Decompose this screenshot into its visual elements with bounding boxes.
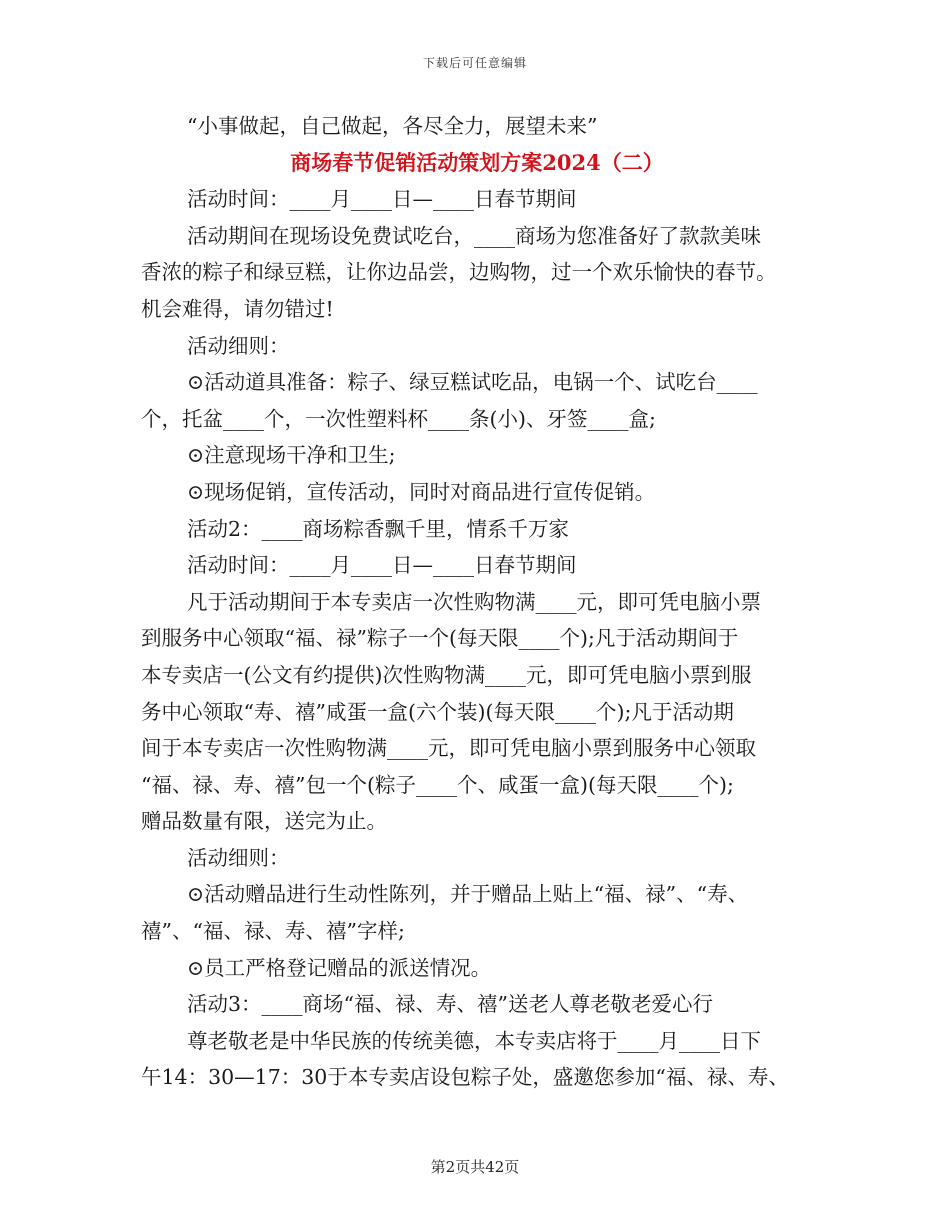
section-heading: 活动细则： [187, 845, 290, 870]
list-item: ⊙活动赠品进行生动性陈列，并于赠品上贴上“福、禄”、“寿、 [187, 882, 749, 907]
paragraph-line: 机会难得，请勿错过! [141, 296, 334, 321]
list-item: ⊙员工严格登记赠品的派送情况。 [187, 955, 492, 980]
page-footer: 第2页共42页 [430, 1158, 520, 1176]
list-item: ⊙注意现场干净和卫生; [187, 443, 396, 468]
paragraph-line: 赠品数量有限，送完为止。 [141, 809, 387, 834]
paragraph-line: 到服务中心领取“福、禄”粽子一个(每天限____个);凡于活动期间于 [141, 626, 739, 651]
paragraph-line: 凡于活动期间于本专卖店一次性购物满____元，即可凭电脑小票 [187, 589, 761, 614]
paragraph-line: 香浓的粽子和绿豆糕，让你边品尝，边购物，过一个欢乐愉快的春节。 [141, 260, 777, 285]
paragraph-line: 本专卖店一(公文有约提供)次性购物满____元，即可凭电脑小票到服 [141, 662, 752, 687]
paragraph-line: 务中心领取“寿、禧”咸蛋一盒(六个装)(每天限____个);凡于活动期 [141, 699, 734, 724]
section-heading: 活动3：____商场“福、禄、寿、禧”送老人尊老敬老爱心行 [187, 992, 714, 1017]
paragraph-line: “福、禄、寿、禧”包一个(粽子____个、咸蛋一盒)(每天限____个); [141, 772, 734, 797]
document-title: 商场春节促销活动策划方案2024（二） [290, 149, 664, 175]
section-heading: 活动2：____商场粽香飘千里，情系千万家 [187, 516, 570, 541]
list-item: ⊙活动道具准备：粽子、绿豆糕试吃品，电锅一个、试吃台____ [187, 370, 758, 395]
list-item: ⊙现场促销，宣传活动，同时对商品进行宣传促销。 [187, 479, 656, 504]
page-header: 下载后可任意编辑 [422, 56, 527, 70]
section-heading: 活动细则： [187, 333, 290, 358]
paragraph-line: 禧”、“福、禄、寿、禧”字样; [141, 919, 405, 944]
slogan-quote: “小事做起，自己做起，各尽全力，展望未来” [187, 114, 598, 138]
document-body [141, 108, 813, 1096]
paragraph-line: 间于本专卖店一次性购物满____元，即可凭电脑小票到服务中心领取 [141, 736, 756, 761]
paragraph-line: 午14：30—17：30于本专卖店设包粽子处，盛邀您参加“福、禄、寿、 [141, 1065, 789, 1090]
paragraph-line: 活动时间：____月____日—____日春节期间 [187, 553, 577, 578]
paragraph-line: 活动时间：____月____日—____日春节期间 [187, 187, 577, 212]
paragraph-line: 活动期间在现场设免费试吃台，____商场为您准备好了款款美味 [187, 223, 761, 248]
paragraph-line: 个，托盆____个，一次性塑料杯____条(小)、牙签____盒; [141, 406, 656, 431]
paragraph-line: 尊老敬老是中华民族的传统美德，本专卖店将于____月____日下 [187, 1028, 761, 1053]
